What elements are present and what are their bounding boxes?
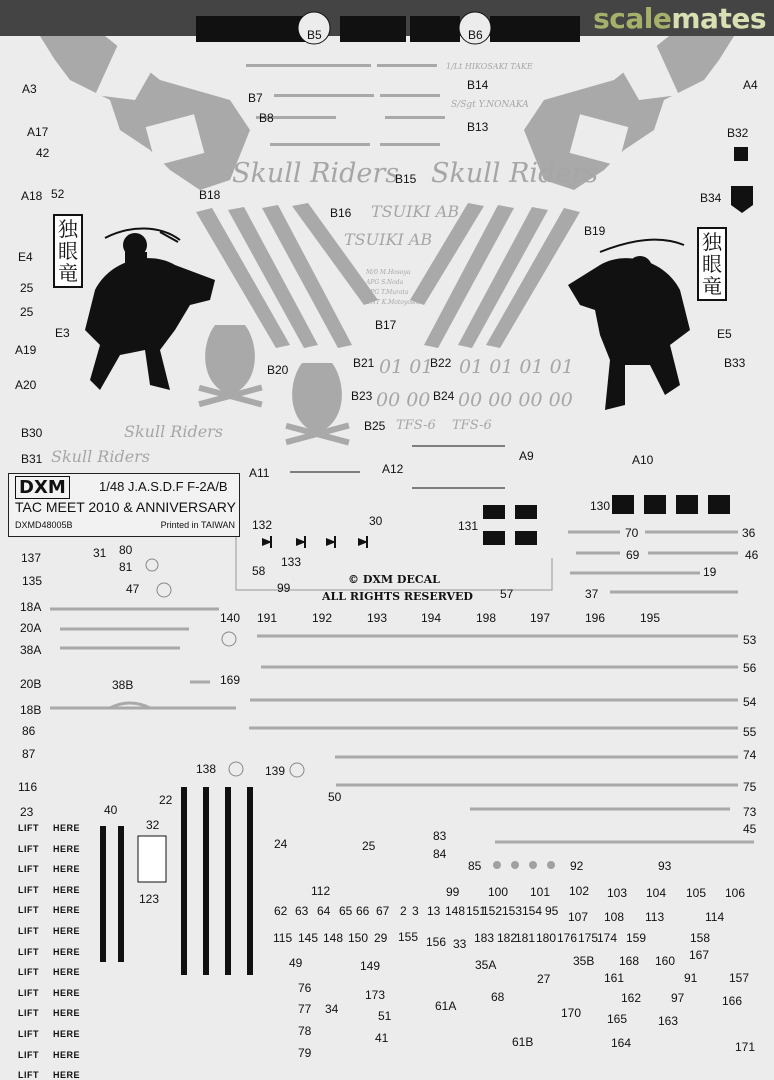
decal-label: 135 (22, 574, 43, 588)
decal-label: 57 (500, 587, 514, 601)
decal-label: 160 (655, 954, 676, 968)
decal-label: 86 (22, 724, 36, 738)
decal-label: 123 (139, 892, 160, 906)
decal-label: 157 (729, 971, 750, 985)
decal-label: 80 (119, 543, 133, 557)
decal-label: 64 (317, 904, 331, 918)
decal-label: 168 (619, 954, 640, 968)
decal-label: B18 (199, 188, 221, 202)
decal-label: B6 (468, 28, 483, 42)
decal-label: B32 (727, 126, 749, 140)
decal-label: 3 (412, 904, 419, 918)
lift-word: LIFT (18, 1008, 39, 1019)
lift-word: LIFT (18, 843, 39, 854)
decal-label: B14 (467, 78, 489, 92)
decal-label: 69 (626, 548, 640, 562)
lift-here-row (18, 823, 80, 833)
decal-label: A19 (15, 343, 37, 357)
decal-label: 113 (645, 910, 665, 924)
decal-label: A11 (249, 466, 270, 480)
decal-label: 158 (690, 931, 711, 945)
decal-label: 95 (545, 904, 559, 918)
decal-label: 63 (295, 904, 309, 918)
decal-label: 114 (705, 910, 725, 924)
decal-label: 198 (476, 611, 497, 625)
decal-label: B19 (584, 224, 606, 238)
lift-here-row (18, 988, 80, 998)
decal-label: 38A (20, 643, 42, 657)
decal-label: B8 (259, 111, 274, 125)
decal-label: 33 (453, 937, 467, 951)
decal-label: A9 (519, 449, 534, 463)
decal-label: 175 (578, 931, 599, 945)
decal-label: 2 (400, 904, 407, 918)
skull-riders-left: Skull Riders (232, 158, 400, 189)
kanji-placard-right (697, 227, 727, 301)
decal-label: 130 (590, 499, 611, 513)
decal-label: 54 (743, 695, 757, 709)
decal-label: 22 (159, 793, 173, 807)
decal-label: 37 (585, 587, 599, 601)
decal-label: 38B (112, 678, 134, 692)
decal-label: A17 (27, 125, 49, 139)
decal-label: 77 (298, 1002, 312, 1016)
title-block (8, 473, 240, 537)
pilot-name-b14: 1/Lt HIKOSAKI TAKE (446, 62, 533, 71)
decal-label: 62 (274, 904, 288, 918)
decal-label: 181 (515, 931, 536, 945)
decal-label: 91 (684, 971, 698, 985)
serials-b22: 01 01 01 01 (459, 356, 574, 378)
crew-line-3: APG T.Murata (366, 289, 409, 296)
here-word: HERE (53, 1008, 81, 1019)
decal-label: A20 (15, 378, 37, 392)
decal-label: 61B (512, 1035, 534, 1049)
lift-word: LIFT (18, 1070, 39, 1080)
decal-label: 41 (375, 1031, 389, 1045)
decal-label: 42 (36, 146, 50, 160)
decal-label: 49 (289, 956, 303, 970)
decal-label: 24 (274, 837, 288, 851)
kanji-2: 眼 (702, 252, 722, 276)
decal-label: 112 (311, 884, 331, 898)
decal-label: 164 (611, 1036, 632, 1050)
skull-crossbones-1-icon (198, 325, 262, 407)
here-word: HERE (53, 1049, 81, 1060)
lift-here-row (18, 926, 80, 936)
decal-label: B34 (700, 191, 722, 205)
lift-here-row (18, 885, 80, 895)
decal-label: B15 (395, 172, 417, 186)
lightning-stripes-right-icon (410, 203, 580, 348)
decal-label: 162 (621, 991, 642, 1005)
decal-label: A4 (743, 78, 758, 92)
crew-line-2: APG S.Noda (366, 279, 404, 286)
decal-label: 151 (466, 904, 487, 918)
decal-label: 145 (298, 931, 319, 945)
lift-word: LIFT (18, 967, 39, 978)
pilot-name-b13: S/Sgt Y.NONAKA (451, 100, 529, 110)
skull-emblem-left-icon (40, 36, 250, 190)
decal-label: 191 (257, 611, 278, 625)
decal-label: 171 (735, 1040, 756, 1054)
decal-label: B16 (330, 206, 352, 220)
decal-label: 18B (20, 703, 42, 717)
decal-label: 140 (220, 611, 241, 625)
decal-label: 73 (743, 805, 757, 819)
kanji-3: 竜 (702, 274, 722, 298)
decal-label: 133 (281, 555, 302, 569)
decal-label: 105 (686, 886, 707, 900)
decal-label: 35A (475, 958, 497, 972)
decal-label: 148 (445, 904, 466, 918)
decal-label: 170 (561, 1006, 582, 1020)
decal-label: A18 (21, 189, 43, 203)
decal-label: 27 (537, 972, 551, 986)
lift-here-row (18, 1070, 80, 1080)
decal-label: 79 (298, 1046, 312, 1060)
decal-label: 163 (658, 1014, 679, 1028)
decal-label: 180 (536, 931, 557, 945)
decal-label: 176 (557, 931, 578, 945)
decal-label: 148 (323, 931, 344, 945)
decal-label: 193 (367, 611, 388, 625)
printed-note: Printed in TAIWAN (160, 520, 235, 530)
lift-here-row (18, 905, 80, 915)
decal-label: 25 (362, 839, 376, 853)
scale-model-title: 1/48 J.A.S.D.F F-2A/B (99, 479, 228, 494)
decal-label: 103 (607, 886, 628, 900)
decal-label: B17 (375, 318, 397, 332)
dxm-logo: DXM (15, 476, 70, 499)
decal-label: 167 (689, 948, 710, 962)
decal-label: 83 (433, 829, 447, 843)
lift-word: LIFT (18, 987, 39, 998)
here-word: HERE (53, 905, 81, 916)
decal-label: B20 (267, 363, 289, 377)
lift-here-row (18, 947, 80, 957)
decal-label: 93 (658, 859, 672, 873)
tfs-6-1: TFS-6 (396, 418, 436, 433)
lift-word: LIFT (18, 1049, 39, 1060)
lift-here-row (18, 1008, 80, 1018)
decal-label: 115 (273, 931, 293, 945)
decal-label: 166 (722, 994, 743, 1008)
lift-word: LIFT (18, 823, 39, 833)
decal-label: 194 (421, 611, 442, 625)
serials-b23: 00 00 (376, 389, 431, 411)
tfs-6-2: TFS-6 (452, 418, 492, 433)
here-word: HERE (53, 884, 81, 895)
decal-label: 131 (458, 519, 479, 533)
decal-label: 161 (604, 971, 625, 985)
decal-label: B23 (351, 389, 373, 403)
vertical-black-stripes (100, 787, 253, 975)
here-word: HERE (53, 1029, 81, 1039)
decal-label: 99 (446, 885, 460, 899)
here-word: HERE (53, 946, 81, 957)
here-word: HERE (53, 967, 81, 978)
decal-label: 53 (743, 633, 757, 647)
decal-label: 58 (252, 564, 266, 578)
decal-label: 173 (365, 988, 386, 1002)
lift-here-row (18, 1029, 80, 1039)
decal-label: 25 (20, 281, 34, 295)
lift-word: LIFT (18, 905, 39, 916)
lift-word: LIFT (18, 1029, 39, 1039)
decal-label: 61A (435, 999, 457, 1013)
decal-label: 36 (742, 526, 756, 540)
kanji-3: 竜 (58, 261, 78, 285)
tsuiki-ab-2: TSUIKI AB (344, 230, 433, 249)
decal-label: 56 (743, 661, 757, 675)
decal-label: 97 (671, 991, 685, 1005)
decal-label: 155 (398, 930, 419, 944)
kanji-placard-left (53, 214, 83, 288)
skull-riders-right: Skull Riders (431, 158, 599, 189)
decal-label: 31 (93, 546, 107, 560)
decal-label: 169 (220, 673, 241, 687)
decal-label: E4 (18, 250, 33, 264)
decal-label: B33 (724, 356, 746, 370)
decal-label: 106 (725, 886, 746, 900)
decal-label: 23 (20, 805, 34, 819)
decal-label: 18A (20, 600, 42, 614)
decal-label: 35B (573, 954, 595, 968)
brand-part1: scale (593, 2, 672, 35)
decal-label: 108 (604, 910, 625, 924)
decal-label: 138 (196, 762, 217, 776)
decal-label: A3 (22, 82, 37, 96)
decal-label: A10 (632, 453, 654, 467)
lift-word: LIFT (18, 926, 39, 936)
decal-label: 139 (265, 764, 286, 778)
serials-b24: 00 00 00 00 (458, 389, 573, 411)
decal-label: 100 (488, 885, 509, 899)
decal-label: B5 (307, 28, 322, 42)
decal-label: 74 (743, 748, 757, 762)
decal-label: 84 (433, 847, 447, 861)
here-word: HERE (53, 823, 81, 833)
decal-label: 150 (348, 931, 369, 945)
decal-label: 92 (570, 859, 584, 873)
decal-label: 68 (491, 990, 505, 1004)
here-word: HERE (53, 1070, 81, 1080)
decal-label: 197 (530, 611, 551, 625)
decal-label: 132 (252, 518, 273, 532)
skull-riders-b31: Skull Riders (51, 447, 151, 466)
decal-label: 32 (146, 818, 160, 832)
decal-label: 51 (378, 1009, 392, 1023)
samurai-rider-left-icon (85, 228, 215, 390)
decal-label: 67 (376, 904, 390, 918)
lift-here-row (18, 1050, 80, 1060)
skull-riders-b30: Skull Riders (124, 422, 224, 441)
lift-here-row (18, 967, 80, 977)
kanji-1: 独 (702, 230, 722, 254)
decal-label: 107 (568, 910, 589, 924)
decal-label: 152 (482, 904, 503, 918)
decal-label: 154 (522, 904, 543, 918)
decal-label: 46 (745, 548, 759, 562)
decal-label: 149 (360, 959, 381, 973)
decal-label: 20B (20, 677, 42, 691)
decal-label: B22 (430, 356, 452, 370)
lift-here-row (18, 844, 80, 854)
decal-label: B24 (433, 389, 455, 403)
decal-label: 25 (20, 305, 34, 319)
decal-label: 116 (18, 780, 38, 794)
decal-label: 52 (51, 187, 65, 201)
lift-word: LIFT (18, 884, 39, 895)
decal-label: 183 (474, 931, 495, 945)
here-word: HERE (53, 843, 81, 854)
decal-label: 196 (585, 611, 606, 625)
decal-label: 159 (626, 931, 647, 945)
decal-label: E3 (55, 326, 70, 340)
decal-label: 192 (312, 611, 333, 625)
crew-line-4: CNT K.Motoyoshi (366, 299, 420, 306)
decal-label: 40 (104, 803, 118, 817)
skull-crossbones-2-icon (285, 363, 349, 445)
lift-word: LIFT (18, 946, 39, 957)
copyright-line-2: ALL RIGHTS RESERVED (322, 590, 473, 603)
decal-label: 75 (743, 780, 757, 794)
decal-label: 104 (646, 886, 667, 900)
decal-label: 50 (328, 790, 342, 804)
brand-part2: mates (671, 2, 766, 35)
decal-label: 174 (597, 931, 618, 945)
decal-label: 87 (22, 747, 36, 761)
decal-label: 137 (21, 551, 42, 565)
decal-label: 81 (119, 560, 133, 574)
decal-label: 47 (126, 582, 140, 596)
decal-label: 34 (325, 1002, 339, 1016)
decal-label: B7 (248, 91, 263, 105)
decal-label: A12 (382, 462, 404, 476)
decal-label: 99 (277, 581, 291, 595)
decal-label: 20A (20, 621, 42, 635)
lift-here-row (18, 864, 80, 874)
decal-label: 66 (356, 904, 370, 918)
decal-label: E5 (717, 327, 732, 341)
here-word: HERE (53, 926, 81, 936)
lift-word: LIFT (18, 864, 39, 875)
decal-label: B31 (21, 452, 43, 466)
decal-label: 45 (743, 822, 757, 836)
subtitle: TAC MEET 2010 & ANNIVERSARY (15, 499, 236, 515)
decal-label: B13 (467, 120, 489, 134)
here-word: HERE (53, 864, 81, 875)
decal-label: B21 (353, 356, 375, 370)
decal-label: 85 (468, 859, 482, 873)
decal-label: 156 (426, 935, 447, 949)
decal-label: 101 (530, 885, 551, 899)
decal-label: 29 (374, 931, 388, 945)
decal-label: 70 (625, 526, 639, 540)
decal-label: B25 (364, 419, 386, 433)
decal-label: 78 (298, 1024, 312, 1038)
decal-label: 182 (497, 931, 518, 945)
crew-line-1: M/0 M.Hosoya (366, 269, 411, 276)
decal-label: B30 (21, 426, 43, 440)
decal-label: 19 (703, 565, 717, 579)
decal-label: 30 (369, 514, 383, 528)
samurai-rider-right-icon (568, 240, 690, 410)
decal-label: 55 (743, 725, 757, 739)
decal-label: 165 (607, 1012, 628, 1026)
product-code: DXMD48005B (15, 520, 73, 530)
serials-b21: 01 01 (379, 356, 434, 378)
decal-label: 102 (569, 884, 590, 898)
tsuiki-ab-1: TSUIKI AB (371, 202, 460, 221)
decal-label: 65 (339, 904, 353, 918)
kanji-2: 眼 (58, 239, 78, 263)
kanji-1: 独 (58, 217, 78, 241)
copyright-line-1: © DXM DECAL (348, 573, 440, 586)
decal-label: 153 (502, 904, 523, 918)
here-word: HERE (53, 987, 81, 998)
decal-label: 76 (298, 981, 312, 995)
decal-label: 13 (427, 904, 441, 918)
decal-label: 195 (640, 611, 661, 625)
